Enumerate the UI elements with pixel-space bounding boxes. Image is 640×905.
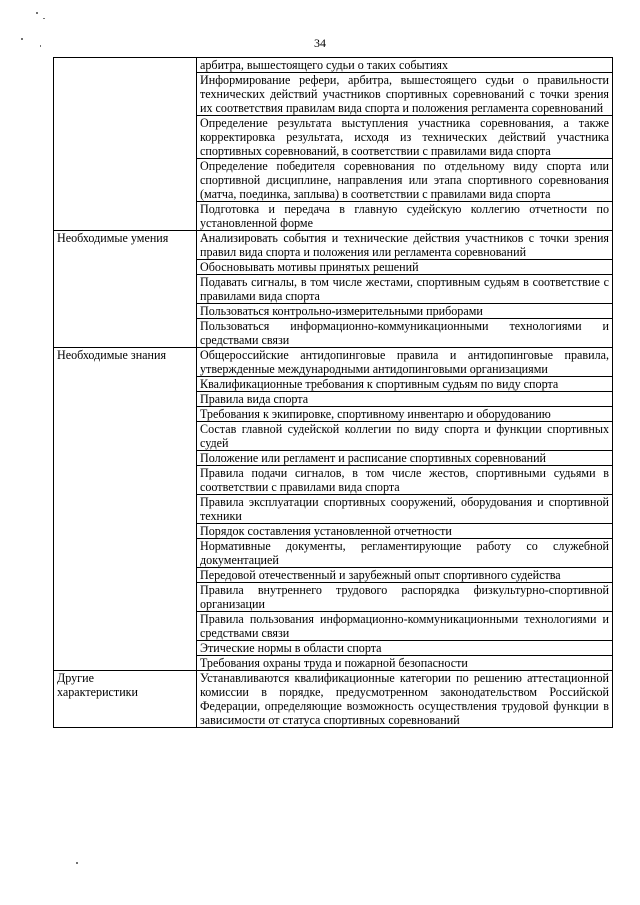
table-row (54, 348, 613, 377)
knowledge-text: Правила эксплуатации спортивных сооружений, оборудования и спортивной техники (197, 495, 613, 524)
other-characteristics-label (54, 671, 197, 728)
knowledge-text: Правила подачи сигналов, в том числе жестов, спортивными судьями в соответствии с правилами вида спорта (197, 466, 613, 495)
action-text: Определение победителя соревнования по отдельному виду спорта или спортивной дисциплине, направления или этапа спортивного соревнования (матча, поединка, заплыва) в соответствии с правилами вида спорта (197, 159, 613, 202)
other-characteristics-text: Устанавливаются квалификационные категории по решению аттестационной комиссии в порядке, предусмотренном законодательством Российской Федерации, определяющие возможность осуществления трудовой функции в зависимости от статуса спортивных соревнований (197, 671, 613, 728)
action-text: арбитра, вышестоящего судьи о таких событиях (197, 58, 613, 73)
skills-label: Необходимые умения (54, 231, 197, 348)
scan-speck (36, 12, 38, 14)
knowledge-text: Правила внутреннего трудового распорядка физкультурно-спортивной организации (197, 583, 613, 612)
table-row (54, 58, 613, 73)
knowledge-text: Нормативные документы, регламентирующие работу со служебной документацией (197, 539, 613, 568)
other-label-line1: Другие (57, 671, 94, 685)
knowledge-label: Необходимые знания (54, 348, 197, 671)
skill-text: Пользоваться контрольно-измерительными приборами (197, 304, 613, 319)
knowledge-text: Правила пользования информационно-коммуникационными технологиями и средствами связи (197, 612, 613, 641)
knowledge-text: Правила вида спорта (197, 392, 613, 407)
knowledge-text: Состав главной судейской коллегии по виду спорта и функции спортивных судей (197, 422, 613, 451)
scan-speck (43, 18, 45, 19)
page-number: 34 (314, 36, 326, 50)
other-label-line2: характеристики (57, 685, 139, 699)
knowledge-text: Общероссийские антидопинговые правила и антидопинговые правила, утвержденные международными антидопинговыми организациями (197, 348, 613, 377)
skill-text: Обосновывать мотивы принятых решений (197, 260, 613, 275)
action-text: Подготовка и передача в главную судейскую коллегию отчетности по установленной форме (197, 202, 613, 231)
professional-standard-table (53, 57, 613, 728)
knowledge-text: Положение или регламент и расписание спортивных соревнований (197, 451, 613, 466)
knowledge-text: Этические нормы в области спорта (197, 641, 613, 656)
skill-text: Анализировать события и технические действия участников с точки зрения правил вида спорта и положения или регламента соревнований (197, 231, 613, 260)
knowledge-text: Требования к экипировке, спортивному инвентарю и оборудованию (197, 407, 613, 422)
knowledge-text: Квалификационные требования к спортивным судьям по виду спорта (197, 377, 613, 392)
table-row (54, 231, 613, 260)
knowledge-text: Требования охраны труда и пожарной безопасности (197, 656, 613, 671)
scan-speck (76, 862, 78, 864)
skill-text: Подавать сигналы, в том числе жестами, спортивным судьям в соответствие с правилами вида спорта (197, 275, 613, 304)
knowledge-text: Порядок составления установленной отчетности (197, 524, 613, 539)
action-text: Определение результата выступления участника соревнования, а также корректировка результата, исходя из технических действий участника спортивных соревнований, в соответствии с правилами вида спорта (197, 116, 613, 159)
knowledge-text: Передовой отечественный и зарубежный опыт спортивного судейства (197, 568, 613, 583)
empty-label-cell (54, 58, 197, 231)
skill-text: Пользоваться информационно-коммуникационными технологиями и средствами связи (197, 319, 613, 348)
table-row (54, 671, 613, 728)
action-text: Информирование рефери, арбитра, вышестоящего судьи о правильности технических действий участников спортивных соревнований с точки зрения их соответствия правилам вида спорта и положения регламента соревнований (197, 73, 613, 116)
